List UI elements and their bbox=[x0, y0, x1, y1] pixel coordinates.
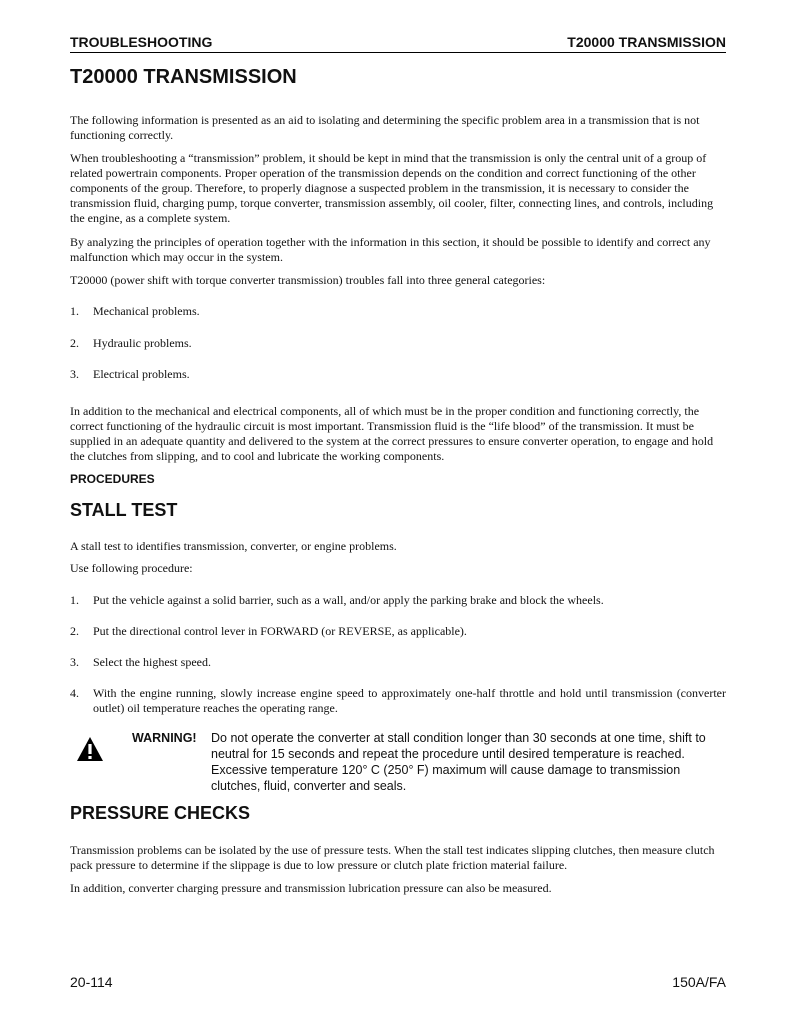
warning-triangle-icon bbox=[76, 736, 104, 762]
intro-paragraph-3: By analyzing the principles of operation together with the information in this section, it should be possible to identify and correct any malfunction which may occur in the system. bbox=[70, 235, 711, 264]
step-text: With the engine running, slowly increase engine speed to approximately one-half throttle and hold until transmission (converter outlet) oil temperature reaches the operating range. bbox=[93, 686, 726, 715]
step-text: Put the directional control lever in FORWARD (or REVERSE, as applicable). bbox=[93, 624, 467, 638]
pressure-paragraph-2: In addition, converter charging pressure and transmission lubrication pressure can also be measured. bbox=[70, 881, 552, 895]
intro-paragraph-1: The following information is presented as an aid to isolating and determining the specific problem area in a transmission that is not functioning correctly. bbox=[70, 113, 700, 142]
step-text: Select the highest speed. bbox=[93, 655, 211, 669]
step-number: 3. bbox=[70, 655, 79, 669]
category-number: 3. bbox=[70, 367, 79, 381]
category-item bbox=[70, 304, 726, 319]
step-number: 2. bbox=[70, 624, 79, 638]
warning-box bbox=[70, 730, 726, 792]
model-code: 150A/FA bbox=[672, 974, 726, 990]
intro-paragraph-4: T20000 (power shift with torque converter transmission) troubles fall into three general categories: bbox=[70, 273, 546, 287]
warning-text: Do not operate the converter at stall condition longer than 30 seconds at one time, shift to neutral for 15 seconds and repeat the procedure until desired temperature is reached. Excessive temperature 120° C (250° F) maximum will cause damage to transmission clutches, fluid, converter and seals. bbox=[211, 731, 706, 793]
procedures-heading: PROCEDURES bbox=[70, 472, 155, 486]
stall-test-heading: STALL TEST bbox=[70, 500, 178, 520]
stall-test-use: Use following procedure: bbox=[70, 561, 193, 575]
category-number: 1. bbox=[70, 304, 79, 318]
intro-paragraph-2: When troubleshooting a “transmission” problem, it should be kept in mind that the transmission is only the central unit of a group of related powertrain components. Proper operation of the transmission depends on the condition and correct functioning of the other components of the group. Therefore, to properly diagnose a suspected problem in the transmission, it is necessary to consider the transmission fluid, charging pump, torque converter, transmission assembly, oil cooler, filter, connecting lines, and controls, including the engine, as a complete system. bbox=[70, 151, 714, 225]
pressure-checks-heading: PRESSURE CHECKS bbox=[70, 803, 251, 823]
category-text: Hydraulic problems. bbox=[93, 336, 192, 350]
category-text: Mechanical problems. bbox=[93, 304, 200, 318]
fluid-paragraph: In addition to the mechanical and electrical components, all of which must be in the proper condition and functioning correctly, the correct functioning of the hydraulic circuit is most important. Transmission fluid is the “life blood” of the transmission. It must be supplied in an adequate quantity and delivered to the system at the correct pressures to ensure converter operation, to engage and hold the clutches from slipping, and to cool and lubricate the working components. bbox=[70, 404, 714, 463]
step-text: Put the vehicle against a solid barrier, such as a wall, and/or apply the parking brake and block the wheels. bbox=[93, 593, 604, 607]
warning-label: WARNING! bbox=[132, 731, 197, 745]
category-text: Electrical problems. bbox=[93, 367, 190, 381]
procedure-step bbox=[70, 593, 726, 608]
category-item bbox=[70, 336, 726, 351]
category-number: 2. bbox=[70, 336, 79, 350]
page-number: 20-114 bbox=[70, 974, 113, 990]
pressure-paragraph-1: Transmission problems can be isolated by the use of pressure tests. When the stall test indicates slipping clutches, then measure clutch pack pressure to determine if the slippage is due to low pressure or clutch plate friction material failure. bbox=[70, 843, 715, 872]
header-section: TROUBLESHOOTING bbox=[70, 34, 213, 50]
procedure-step bbox=[70, 686, 726, 716]
header-topic: T20000 TRANSMISSION bbox=[567, 34, 726, 50]
stall-test-intro: A stall test to identifies transmission, converter, or engine problems. bbox=[70, 539, 397, 553]
step-number: 1. bbox=[70, 593, 79, 607]
page-title: T20000 TRANSMISSION bbox=[70, 66, 297, 88]
step-number: 4. bbox=[70, 686, 79, 700]
running-header bbox=[70, 34, 726, 53]
procedure-step bbox=[70, 624, 726, 639]
category-item bbox=[70, 367, 726, 382]
running-footer bbox=[70, 974, 726, 994]
procedure-step bbox=[70, 655, 726, 670]
